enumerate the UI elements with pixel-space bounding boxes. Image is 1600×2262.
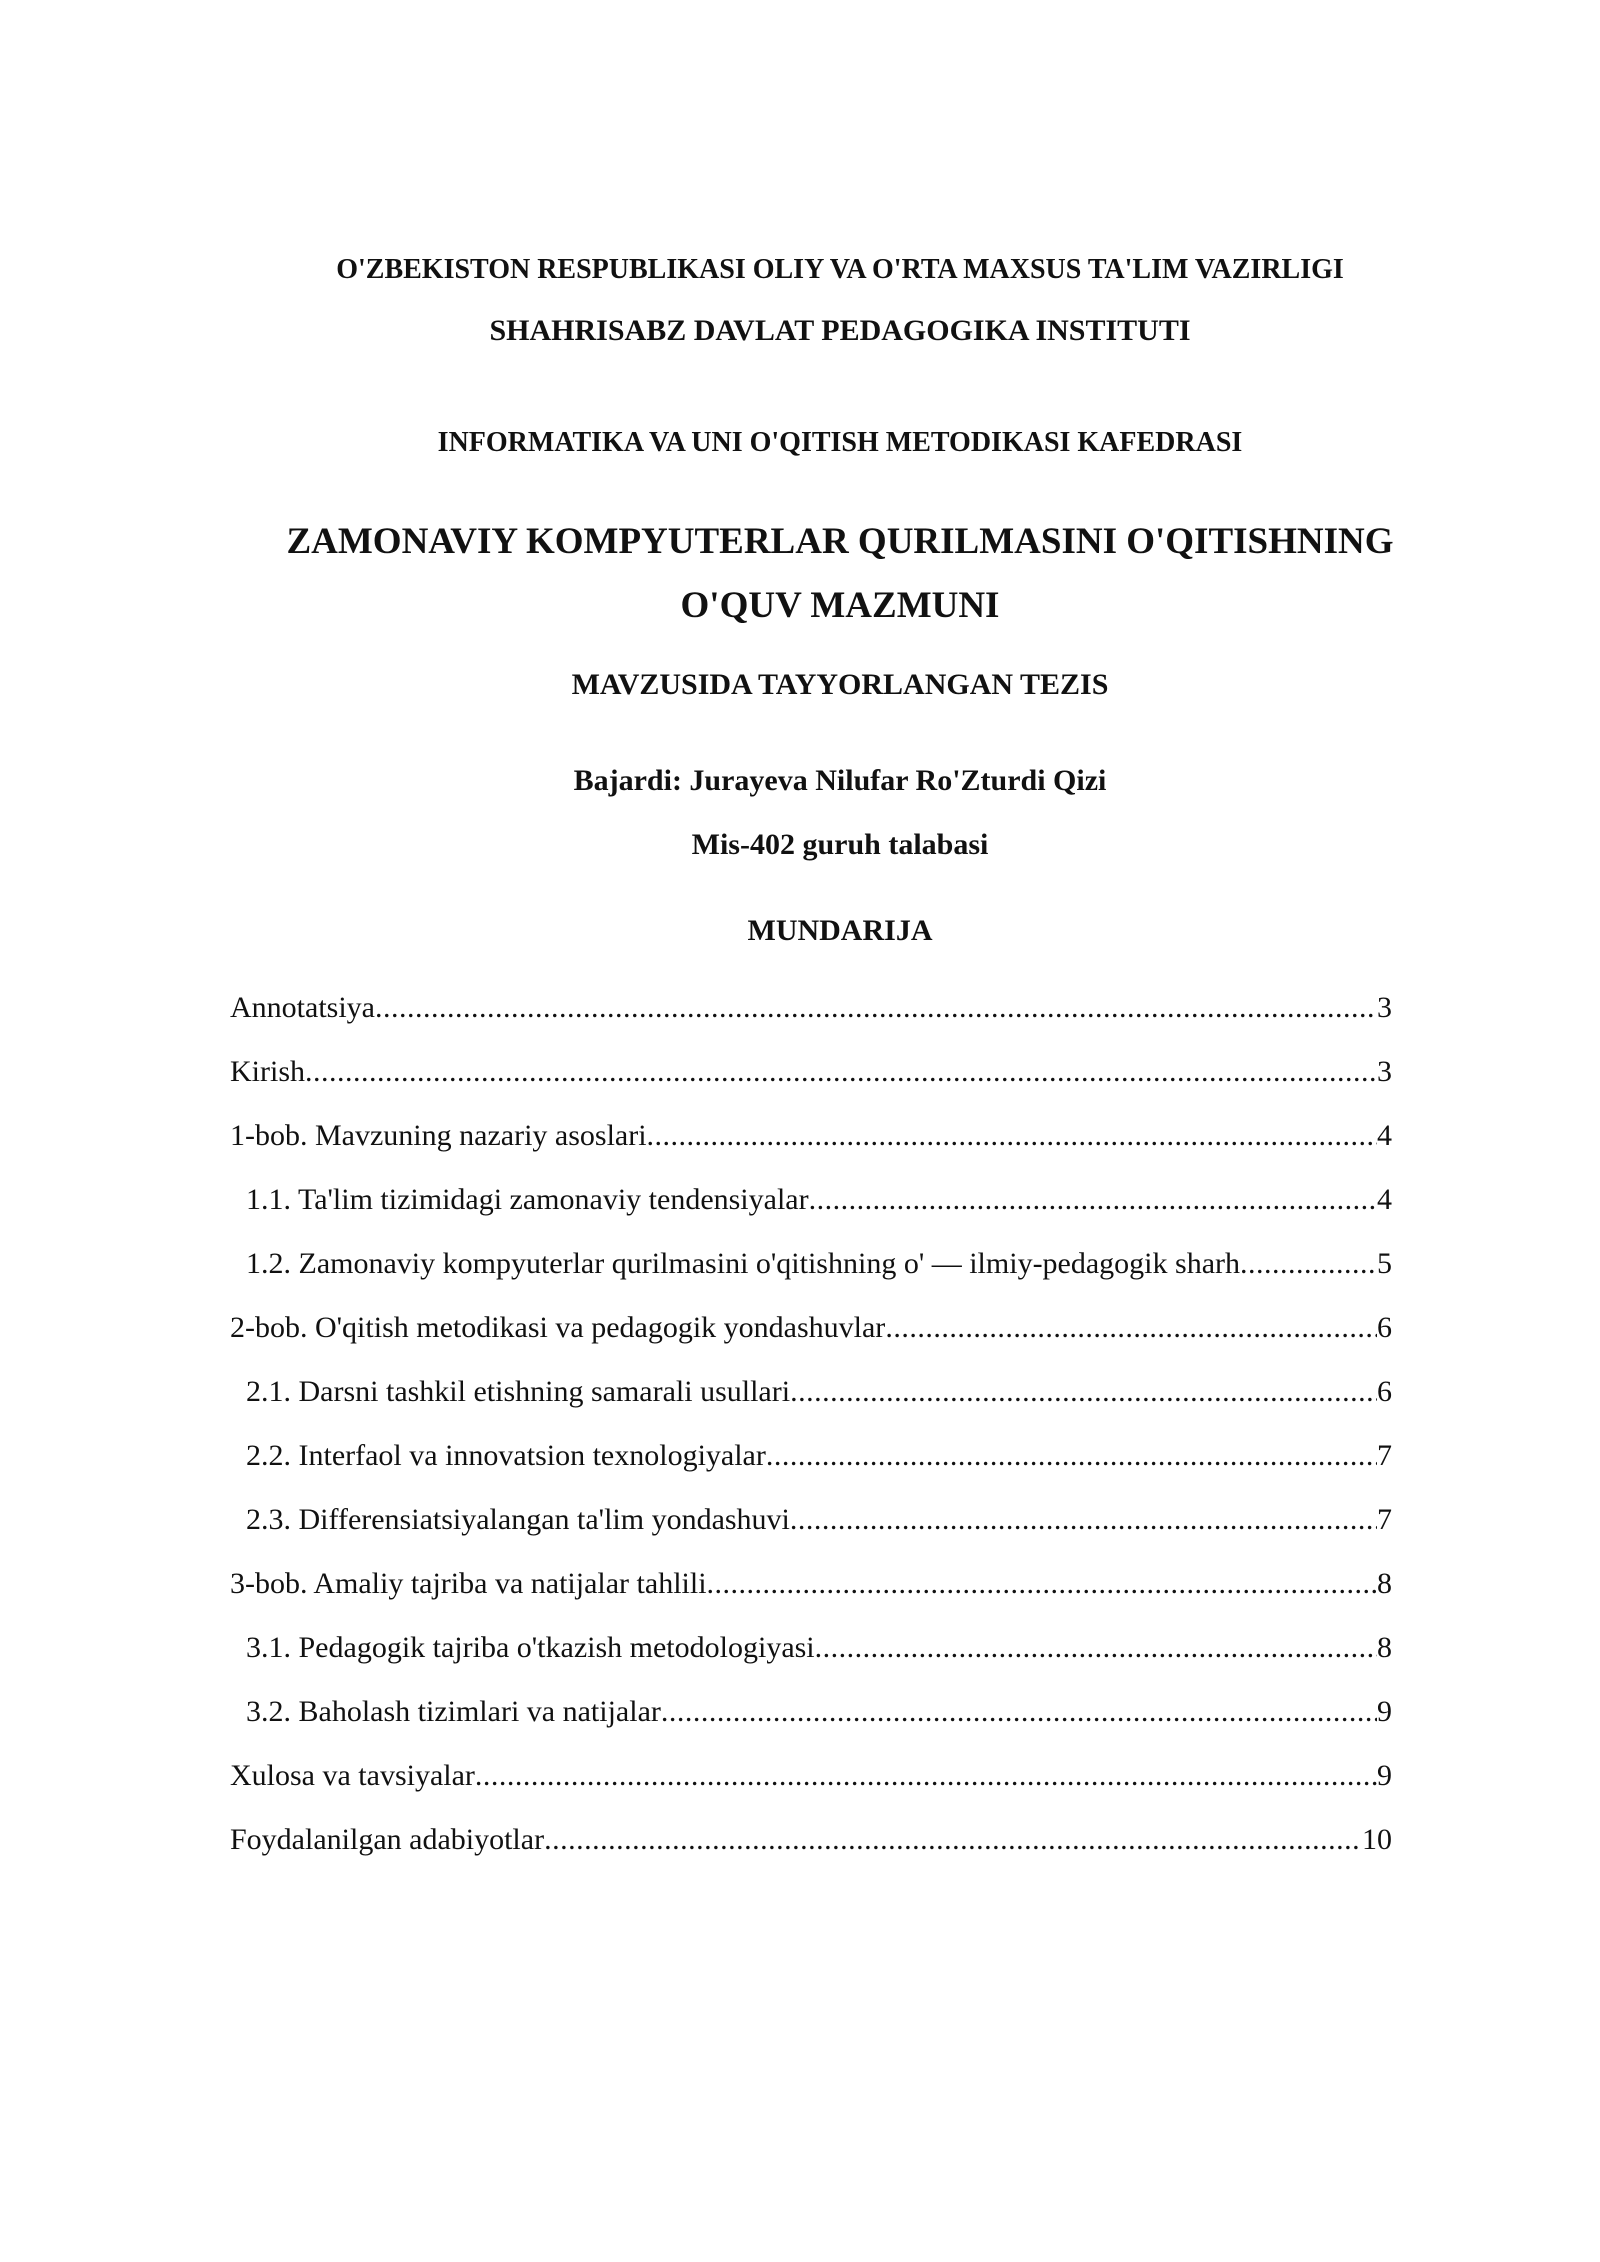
toc-subentry (230, 1687, 1392, 1751)
toc-entry (230, 1047, 1392, 1111)
toc-entry-label: 1.1. Ta'lim tizimidagi zamonaviy tendensiyalar (246, 1183, 809, 1216)
toc-dot-leader (885, 1303, 1377, 1353)
toc-entry-page: 10 (1362, 1823, 1392, 1856)
document-title-line-1: ZAMONAVIY KOMPYUTERLAR QURILMASINI O'QITISHNING (286, 521, 1394, 562)
toc-entry-label: 2.1. Darsni tashkil etishning samarali usullari (246, 1375, 791, 1408)
toc-entry-page: 6 (1377, 1375, 1392, 1408)
ministry-name: O'ZBEKISTON RESPUBLIKASI OLIY VA O'RTA MAXSUS TA'LIM VAZIRLIGI (336, 254, 1344, 285)
toc-subentry (230, 1367, 1392, 1431)
toc-entry-page: 7 (1377, 1439, 1392, 1472)
toc-dot-leader (815, 1623, 1377, 1673)
toc-entry-label: 3.1. Pedagogik tajriba o'tkazish metodologiyasi (246, 1631, 815, 1664)
toc-entry-page: 8 (1377, 1567, 1392, 1600)
document-subtitle: MAVZUSIDA TAYYORLANGAN TEZIS (571, 668, 1109, 701)
toc-dot-leader (661, 1687, 1377, 1737)
toc-entry (230, 983, 1392, 1047)
toc-entry-label: Annotatsiya (230, 991, 375, 1024)
toc-entry-page: 7 (1377, 1503, 1392, 1536)
toc-dot-leader (790, 1367, 1377, 1417)
toc-subentry (230, 1623, 1392, 1687)
toc-entry-label: 3-bob. Amaliy tajriba va natijalar tahlili (230, 1567, 707, 1600)
toc-dot-leader (305, 1047, 1377, 1097)
toc-dot-leader (544, 1815, 1362, 1865)
toc-entry-label: 2-bob. O'qitish metodikasi va pedagogik yondashuvlar (230, 1311, 886, 1344)
toc-subentry (230, 1495, 1392, 1559)
toc-dot-leader (707, 1559, 1377, 1609)
document-title-line-2: O'QUV MAZMUNI (680, 585, 1000, 626)
toc-entry (230, 1751, 1392, 1815)
toc-entry-page: 9 (1377, 1759, 1392, 1792)
toc-subentry (230, 1431, 1392, 1495)
toc-dot-leader (790, 1495, 1377, 1545)
toc-entry-page: 3 (1377, 1055, 1392, 1088)
toc-entry-page: 4 (1377, 1183, 1392, 1216)
toc-dot-leader (475, 1751, 1377, 1801)
toc-entry-label: Xulosa va tavsiyalar (230, 1759, 475, 1792)
author-line: Bajardi: Jurayeva Nilufar Ro'Zturdi Qizi (573, 764, 1107, 797)
department-name: INFORMATIKA VA UNI O'QITISH METODIKASI KAFEDRASI (437, 427, 1243, 458)
toc-entry-label: 2.3. Differensiatsiyalangan ta'lim yondashuvi (246, 1503, 790, 1536)
toc-entry-label: 1.2. Zamonaviy kompyuterlar qurilmasini o'qitishning o' — ilmiy-pedagogik sharh (246, 1247, 1240, 1280)
toc-entry-label: 3.2. Baholash tizimlari va natijalar (246, 1695, 661, 1728)
toc-entry-label: 1-bob. Mavzuning nazariy asoslari (230, 1119, 647, 1152)
table-of-contents (230, 983, 1392, 1879)
toc-entry-page: 3 (1377, 991, 1392, 1024)
toc-dot-leader (375, 983, 1377, 1033)
toc-heading: MUNDARIJA (747, 914, 933, 947)
toc-dot-leader (647, 1111, 1377, 1161)
toc-subentry (230, 1175, 1392, 1239)
toc-entry-page: 6 (1377, 1311, 1392, 1344)
toc-entry-page: 5 (1377, 1247, 1392, 1280)
toc-entry (230, 1303, 1392, 1367)
toc-entry (230, 1559, 1392, 1623)
group-line: Mis-402 guruh talabasi (691, 828, 989, 861)
toc-entry (230, 1815, 1392, 1879)
institute-name: SHAHRISABZ DAVLAT PEDAGOGIKA INSTITUTI (489, 314, 1191, 347)
toc-entry-label: 2.2. Interfaol va innovatsion texnologiyalar (246, 1439, 766, 1472)
toc-entry-page: 8 (1377, 1631, 1392, 1664)
toc-entry-label: Kirish (230, 1055, 305, 1088)
toc-subentry (230, 1239, 1392, 1303)
toc-entry (230, 1111, 1392, 1175)
toc-entry-page: 9 (1377, 1695, 1392, 1728)
toc-entry-page: 4 (1377, 1119, 1392, 1152)
toc-dot-leader (1240, 1239, 1377, 1289)
toc-entry-label: Foydalanilgan adabiyotlar (230, 1823, 545, 1856)
toc-dot-leader (809, 1175, 1377, 1225)
toc-dot-leader (766, 1431, 1377, 1481)
